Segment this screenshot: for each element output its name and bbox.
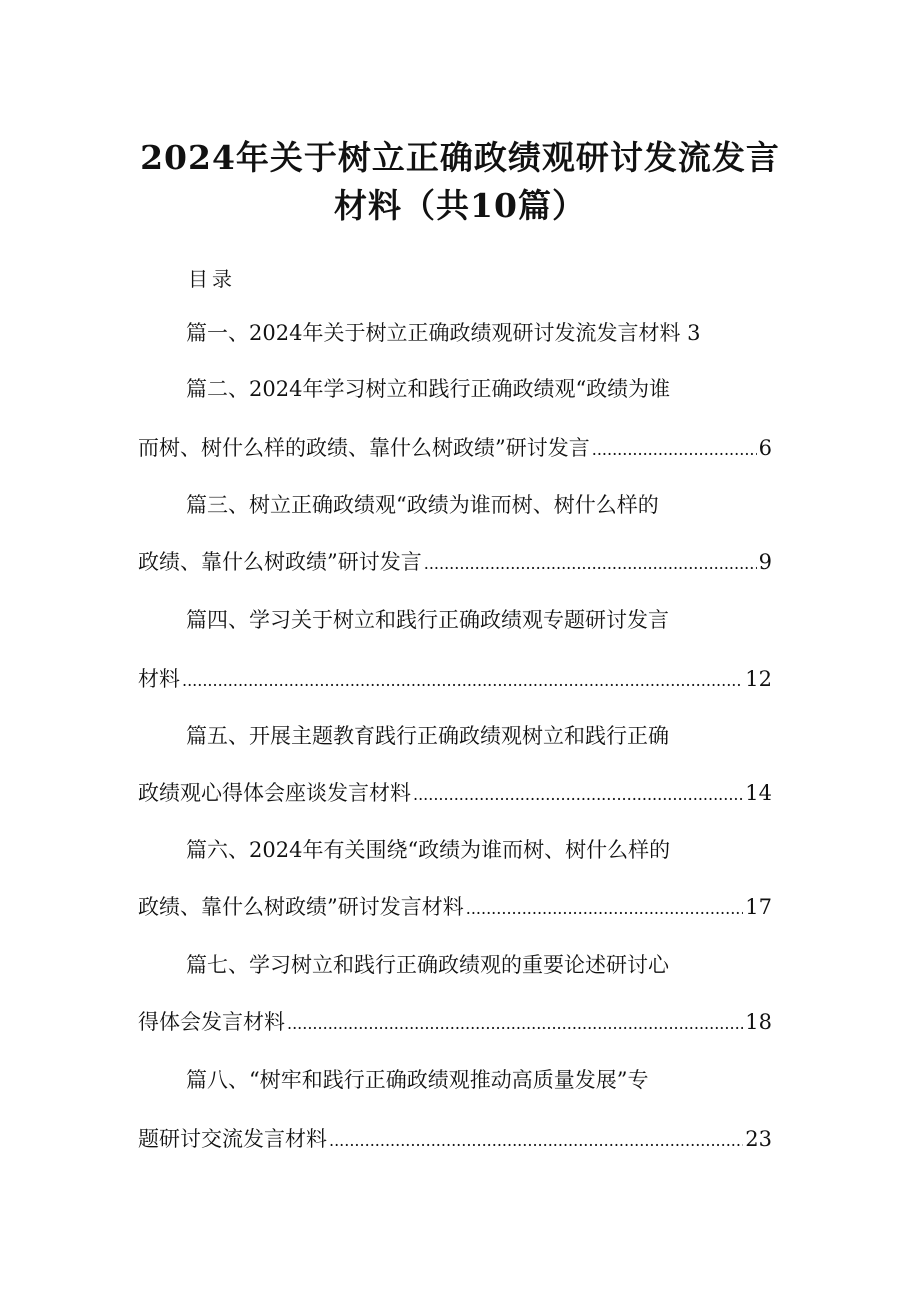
toc-heading: 目录 xyxy=(188,267,236,291)
toc-entry-1-line-1[interactable]: 篇一、2024年关于树立正确政绩观研讨发流发言材料 3 xyxy=(186,321,701,345)
toc-page-number: 6 xyxy=(758,436,772,460)
toc-entry-8-line-2[interactable] xyxy=(138,1123,772,1155)
toc-leader-dots xyxy=(287,1008,743,1040)
toc-entry-3-line-1[interactable]: 篇三、树立正确政绩观“政绩为谁而树、树什么样的 xyxy=(186,493,659,517)
toc-entry-7-line-2[interactable] xyxy=(138,1006,772,1038)
toc-entry-7-line-1[interactable]: 篇七、学习树立和践行正确政绩观的重要论述研讨心 xyxy=(186,953,669,977)
toc-entry-text: 政绩、靠什么树政绩”研讨发言材料 xyxy=(138,895,464,919)
toc-page-number: 18 xyxy=(745,1010,772,1034)
document-title-line-1: 2024年关于树立正确政绩观研讨发流发言 xyxy=(140,138,780,177)
toc-page-number: 14 xyxy=(745,781,772,805)
toc-entry-8-line-1[interactable]: 篇八、“树牢和践行正确政绩观推动高质量发展”专 xyxy=(186,1068,649,1092)
toc-entry-5-line-1[interactable]: 篇五、开展主题教育践行正确政绩观树立和践行正确 xyxy=(186,724,669,748)
toc-entry-2-line-2[interactable] xyxy=(138,432,772,464)
toc-entry-6-line-2[interactable] xyxy=(138,891,772,923)
toc-entry-5-line-2[interactable] xyxy=(138,777,772,809)
toc-page-number: 12 xyxy=(745,667,772,691)
toc-leader-dots xyxy=(592,434,757,466)
toc-entry-text: 材料 xyxy=(138,667,180,691)
toc-leader-dots xyxy=(413,779,743,811)
toc-entry-3-line-2[interactable] xyxy=(138,546,772,578)
toc-page-number: 23 xyxy=(745,1127,772,1151)
toc-leader-dots xyxy=(466,893,744,925)
toc-page-number: 17 xyxy=(745,895,772,919)
document-title-line-2: 材料（共10篇） xyxy=(334,186,586,225)
toc-leader-dots xyxy=(329,1125,743,1157)
toc-page-number: 9 xyxy=(758,550,772,574)
toc-leader-dots xyxy=(182,665,743,697)
toc-entry-text: 而树、树什么样的政绩、靠什么树政绩”研讨发言 xyxy=(138,436,590,460)
toc-entry-text: 政绩观心得体会座谈发言材料 xyxy=(138,781,411,805)
toc-entry-2-line-1[interactable]: 篇二、2024年学习树立和践行正确政绩观“政绩为谁 xyxy=(186,377,671,401)
toc-entry-4-line-1[interactable]: 篇四、学习关于树立和践行正确政绩观专题研讨发言 xyxy=(186,608,669,632)
toc-entry-6-line-1[interactable]: 篇六、2024年有关围绕“政绩为谁而树、树什么样的 xyxy=(186,838,671,862)
toc-entry-text: 得体会发言材料 xyxy=(138,1010,285,1034)
toc-entry-4-line-2[interactable] xyxy=(138,663,772,695)
toc-entry-text: 政绩、靠什么树政绩”研讨发言 xyxy=(138,550,422,574)
toc-entry-text: 题研讨交流发言材料 xyxy=(138,1127,327,1151)
toc-leader-dots xyxy=(424,548,757,580)
